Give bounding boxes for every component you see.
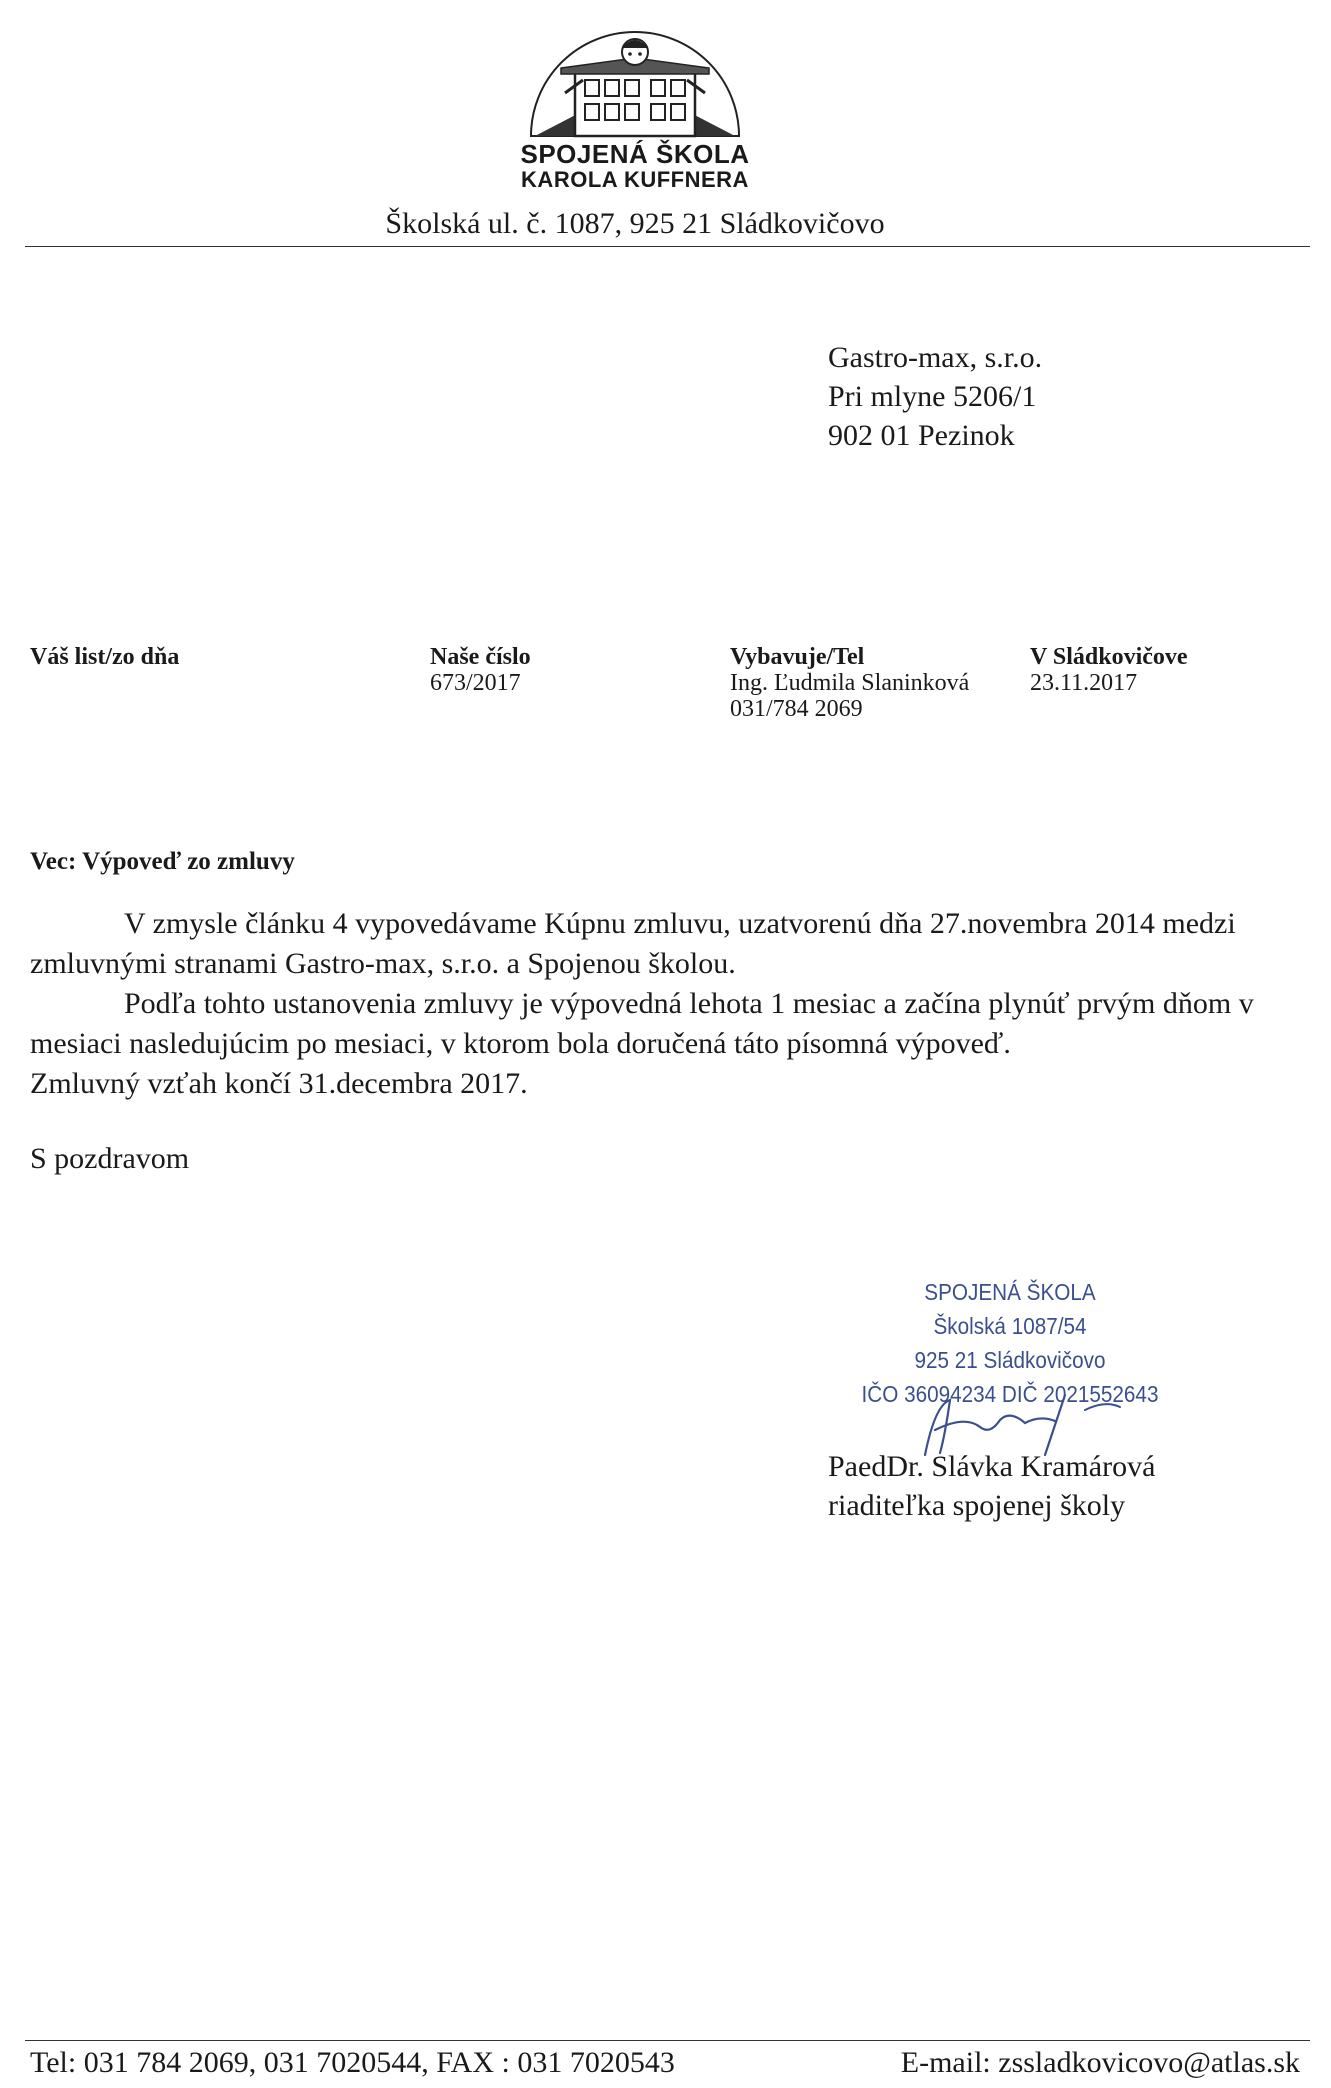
ref-value: Ing. Ľudmila Slaninková xyxy=(730,670,970,696)
signatory xyxy=(828,1447,1155,1525)
signatory-title: riaditeľka spojenej školy xyxy=(828,1489,1126,1522)
ref-value: 673/2017 xyxy=(430,670,521,696)
school-subname: KAROLA KUFFNERA xyxy=(521,167,749,192)
stamp-line: IČO 36094234 DIČ 2021552643 xyxy=(861,1381,1159,1407)
recipient-line: 902 01 Pezinok xyxy=(828,419,1015,452)
ref-your-letter xyxy=(30,644,179,670)
school-address: Školská ul. č. 1087, 925 21 Sládkovičovo xyxy=(385,207,885,240)
ref-place-date xyxy=(1030,644,1188,696)
ref-handled-by xyxy=(730,644,969,722)
footer-contact: Tel: 031 784 2069, 031 7020544, FAX : 031 7020543 xyxy=(30,2046,675,2079)
stamp-line: SPOJENÁ ŠKOLA xyxy=(924,1279,1096,1305)
ref-label: Vybavuje/Tel xyxy=(730,644,865,670)
letter-body xyxy=(30,904,1300,1104)
greeting: S pozdravom xyxy=(30,1142,190,1175)
stamp-line: 925 21 Sládkovičovo xyxy=(914,1347,1106,1373)
recipient-address xyxy=(828,338,1042,455)
recipient-line: Pri mlyne 5206/1 xyxy=(828,380,1037,413)
header-divider xyxy=(25,246,1310,247)
body-paragraph: Zmluvný vzťah končí 31.decembra 2017. xyxy=(30,1067,528,1100)
body-paragraph: V zmysle článku 4 vypovedávame Kúpnu zmluvu, uzatvorenú dňa 27.novembra 2014 medzi zmluvnými stranami Gastro-max, s.r.o. a Spojenou školou. xyxy=(30,907,1236,980)
body-paragraph: Podľa tohto ustanovenia zmluvy je výpovedná lehota 1 mesiac a začína plynúť prvým dňom v mesiaci nasledujúcim po mesiaci, v ktorom bola doručená táto písomná výpoveď. xyxy=(30,987,1254,1060)
ref-label: V Sládkovičove xyxy=(1030,644,1188,670)
recipient-line: Gastro-max, s.r.o. xyxy=(828,341,1043,374)
school-name: SPOJENÁ ŠKOLA xyxy=(520,139,750,169)
footer-email: E-mail: zssladkovicovo@atlas.sk xyxy=(900,2046,1300,2079)
ref-our-number xyxy=(430,644,531,696)
stamp-line: Školská 1087/54 xyxy=(933,1313,1087,1339)
signatory-name: PaedDr. Slávka Kramárová xyxy=(828,1450,1156,1483)
ref-label: Naše číslo xyxy=(430,644,531,670)
letter-subject: Vec: Výpoveď zo zmluvy xyxy=(30,848,295,875)
school-logo xyxy=(525,18,745,138)
ref-value: 031/784 2069 xyxy=(730,696,863,722)
footer-divider xyxy=(25,2040,1310,2041)
ref-value: 23.11.2017 xyxy=(1030,670,1138,696)
ref-label: Váš list/zo dňa xyxy=(30,644,180,670)
